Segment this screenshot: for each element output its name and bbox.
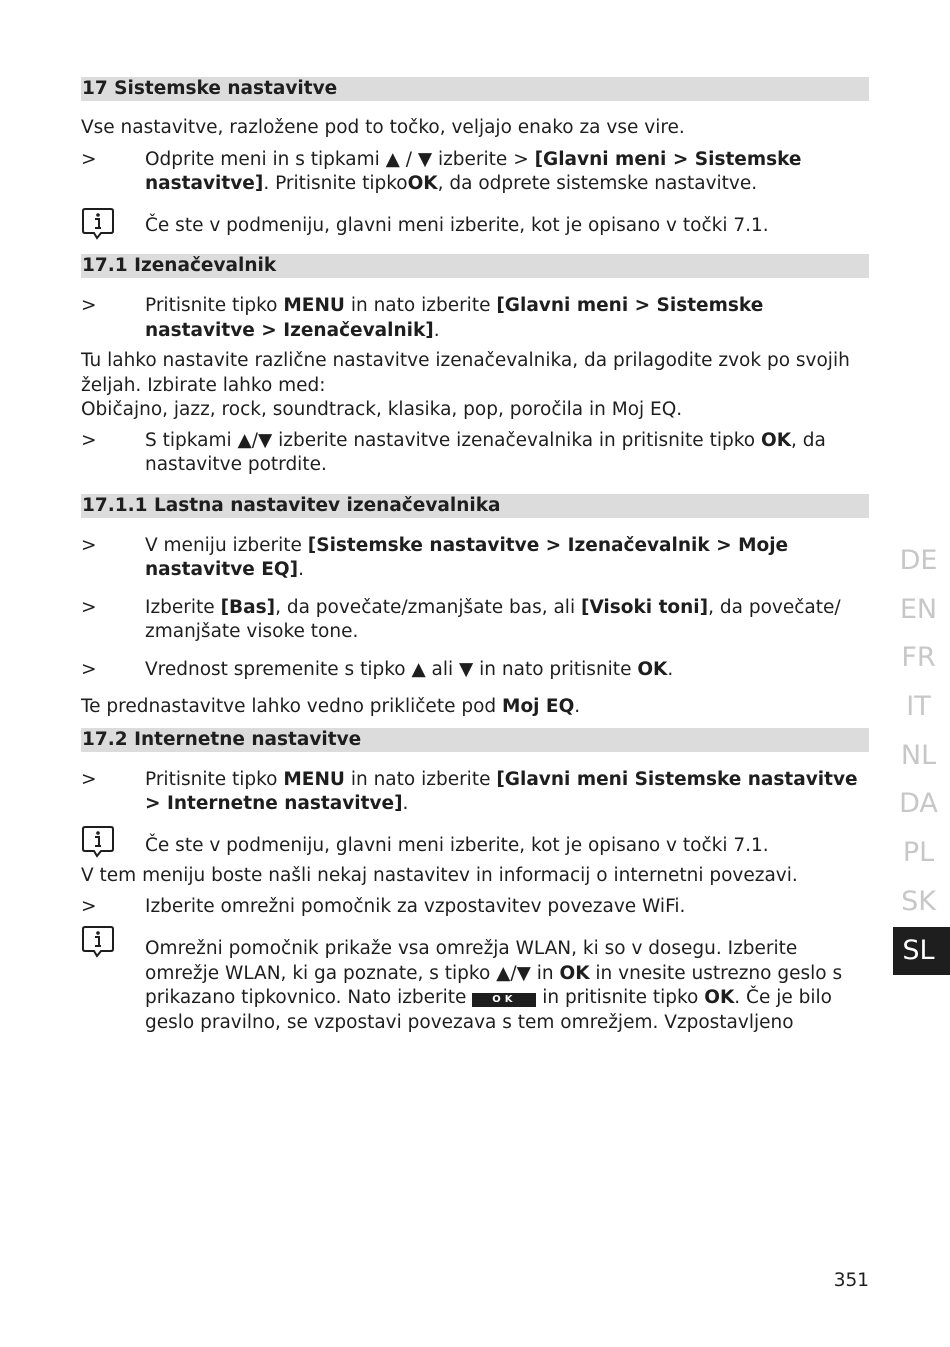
language-tab-pl[interactable]: PL	[902, 837, 935, 869]
section-17-bullet-1: > Odprite meni in s tipkami ▲ / ▼ izberite > [Glavni meni > Sistemske nastavitve]. Pritisnite tipkoOK, da odprete sistemske nastavitve.	[81, 148, 802, 194]
section-17-1-1-bullet-3: > Vrednost spremenite s tipko ▲ ali ▼ in nato pritisnite OK.	[81, 658, 869, 683]
language-tab-sl[interactable]: SL	[893, 927, 950, 976]
section-17-1-1-paragraph: Te prednastavitve lahko vedno prikličete pod Moj EQ.	[81, 696, 581, 717]
language-tabs	[893, 537, 950, 975]
bullet-marker: >	[81, 596, 97, 618]
language-tab-it[interactable]: IT	[906, 691, 931, 723]
info-icon	[81, 925, 115, 959]
section-17-1-bullet-2: > S tipkami ▲/▼ izberite nastavitve izenačevalnika in pritisnite tipko OK, da nastavitve potrdite.	[81, 429, 826, 475]
language-tab-de[interactable]: DE	[899, 545, 938, 576]
section-17-1-paragraph-1: Tu lahko nastavite različne nastavitve izenačevalnika, da prilagodite zvok po svojih željah. Izbirate lahko med:	[81, 350, 850, 396]
ok-button-graphic: OK	[472, 993, 536, 1007]
bullet-marker: >	[81, 148, 97, 170]
bullet-marker: >	[81, 895, 97, 917]
section-17-1-bullet-1: > Pritisnite tipko MENU in nato izberite [Glavni meni > Sistemske nastavitve > Izenačevalnik].	[81, 295, 764, 341]
section-heading-17-1-1: 17.1.1 Lastna nastavitev izenačevalnika	[81, 494, 869, 518]
language-tab-en[interactable]: EN	[899, 593, 938, 625]
language-tab-fr[interactable]: FR	[901, 642, 936, 674]
section-17-1-1-bullet-1: > V meniju izberite [Sistemske nastavitve > Izenačevalnik > Moje nastavitve EQ].	[81, 534, 789, 580]
bullet-marker: >	[81, 429, 97, 451]
section-17-note: Če ste v podmeniju, glavni meni izberite, kot je opisano v točki 7.1.	[81, 207, 869, 239]
section-17-intro: Vse nastavitve, razložene pod to točko, veljajo enako za vse vire.	[81, 117, 685, 138]
info-icon	[81, 207, 115, 241]
section-17-2-note-1: Če ste v podmeniju, glavni meni izberite, kot je opisano v točki 7.1.	[81, 825, 869, 859]
section-17-2-note-2: Omrežni pomočnik prikaže vsa omrežja WLAN, ki so v dosegu. Izberite omrežje WLAN, ki ga poznate, s tipko ▲/▼ in OK in vnesite ustrezno geslo s prikazano tipkovnico. Nato izberite OK in pritisnite tipko OK. Če je bilo geslo pravilno, se vzpostavi povezava s tem omrežjem. Vzpostavljeno	[81, 925, 869, 1035]
page-content	[81, 77, 869, 1035]
bullet-marker: >	[81, 534, 97, 556]
section-heading-17-1: 17.1 Izenačevalnik	[81, 254, 869, 278]
bullet-marker: >	[81, 768, 97, 790]
section-17-1-paragraph-2: Običajno, jazz, rock, soundtrack, klasika, pop, poročila in Moj EQ.	[81, 399, 683, 420]
language-tab-sk[interactable]: SK	[901, 885, 936, 917]
section-17-2-bullet-2: > Izberite omrežni pomočnik za vzpostavitev povezave WiFi.	[81, 895, 869, 920]
section-17-2-bullet-1: > Pritisnite tipko MENU in nato izberite [Glavni meni Sistemske nastavitve > Internetne nastavitve].	[81, 768, 858, 814]
section-17-2-paragraph: V tem meniju boste našli nekaj nastavitev in informacij o internetni povezavi.	[81, 865, 798, 886]
info-icon	[81, 825, 115, 859]
section-heading-17-2: 17.2 Internetne nastavitve	[81, 728, 869, 752]
page-number: 351	[833, 1270, 869, 1291]
bullet-marker: >	[81, 658, 97, 680]
language-tab-nl[interactable]: NL	[900, 739, 937, 771]
section-17-1-1-bullet-2: > Izberite [Bas], da povečate/zmanjšate bas, ali [Visoki toni], da povečate/ zmanjšate visoke tone.	[81, 596, 841, 642]
section-heading-17: 17 Sistemske nastavitve	[81, 77, 869, 101]
language-tab-da[interactable]: DA	[899, 788, 938, 820]
bullet-marker: >	[81, 295, 97, 316]
